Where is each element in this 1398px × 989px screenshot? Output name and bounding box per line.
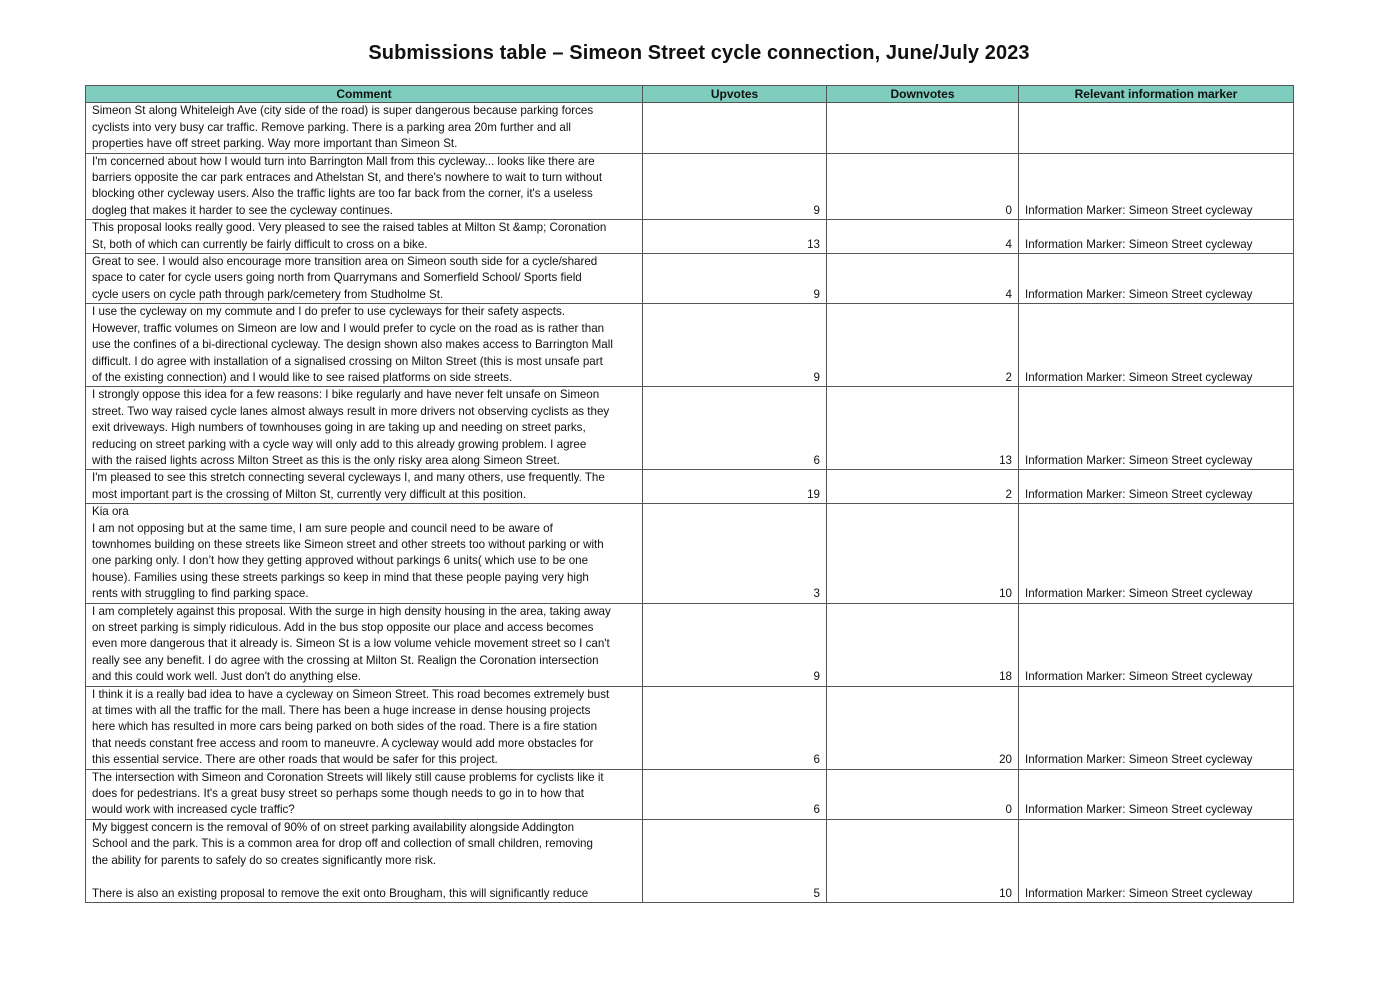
table-row bbox=[86, 220, 1294, 254]
comment-cell: Great to see. I would also encourage more transition area on Simeon south side for a cycle/shared space to cater for cycle users going north from Quarrymans and Somerfield School/ Sports field cycle users on cycle path through park/cemetery from Studholme St. bbox=[86, 254, 643, 304]
comment-cell: I'm pleased to see this stretch connecting several cycleways I, and many others, use frequently. The most important part is the crossing of Milton St, currently very difficult at this position. bbox=[86, 470, 643, 504]
marker-cell: Information Marker: Simeon Street cycleway bbox=[1019, 686, 1294, 769]
table-row bbox=[86, 254, 1294, 304]
page-title: Submissions table – Simeon Street cycle connection, June/July 2023 bbox=[368, 42, 1030, 64]
marker-cell bbox=[1019, 103, 1294, 153]
table-row bbox=[86, 504, 1294, 603]
downvotes-cell: 20 bbox=[827, 686, 1019, 769]
upvotes-cell: 13 bbox=[643, 220, 827, 254]
table-row bbox=[86, 819, 1294, 902]
downvotes-cell: 10 bbox=[827, 819, 1019, 902]
table-row bbox=[86, 470, 1294, 504]
column-header-upvotes: Upvotes bbox=[643, 86, 827, 103]
submissions-table bbox=[85, 85, 1294, 903]
table-header-row bbox=[86, 86, 1294, 103]
table-row bbox=[86, 153, 1294, 220]
comment-cell: The intersection with Simeon and Coronation Streets will likely still cause problems for cyclists like it does for pedestrians. It's a great busy street so perhaps some though needs to go in to how that would work with increased cycle traffic? bbox=[86, 769, 643, 819]
table-row bbox=[86, 686, 1294, 769]
upvotes-cell: 9 bbox=[643, 153, 827, 220]
marker-cell: Information Marker: Simeon Street cycleway bbox=[1019, 254, 1294, 304]
downvotes-cell: 4 bbox=[827, 220, 1019, 254]
table-row bbox=[86, 387, 1294, 470]
marker-cell: Information Marker: Simeon Street cycleway bbox=[1019, 220, 1294, 254]
marker-cell: Information Marker: Simeon Street cycleway bbox=[1019, 153, 1294, 220]
downvotes-cell: 4 bbox=[827, 254, 1019, 304]
downvotes-cell: 10 bbox=[827, 504, 1019, 603]
upvotes-cell: 6 bbox=[643, 769, 827, 819]
upvotes-cell bbox=[643, 103, 827, 153]
column-header-marker: Relevant information marker bbox=[1019, 86, 1294, 103]
comment-cell: Kia ora I am not opposing but at the same time, I am sure people and council need to be aware of townhomes building on these streets like Simeon street and other streets too without parking or with one parking only. I don’t how they getting approved without parkings 6 units( which use to be one house). Families using these streets parkings so keep in mind that these people paying very high rents with struggling to find parking space. bbox=[86, 504, 643, 603]
table-row bbox=[86, 603, 1294, 686]
downvotes-cell: 0 bbox=[827, 153, 1019, 220]
table-row bbox=[86, 103, 1294, 153]
downvotes-cell: 13 bbox=[827, 387, 1019, 470]
comment-cell: My biggest concern is the removal of 90% of on street parking availability alongside Addington School and the park. This is a common area for drop off and collection of small children, removing the ability for parents to safely do so creates significantly more risk. There is also an existing proposal to remove the exit onto Brougham, this will significantly reduce bbox=[86, 819, 643, 902]
upvotes-cell: 9 bbox=[643, 304, 827, 387]
upvotes-cell: 9 bbox=[643, 603, 827, 686]
comment-cell: This proposal looks really good. Very pleased to see the raised tables at Milton St &amp; Coronation St, both of which can currently be fairly difficult to cross on a bike. bbox=[86, 220, 643, 254]
column-header-downvotes: Downvotes bbox=[827, 86, 1019, 103]
upvotes-cell: 3 bbox=[643, 504, 827, 603]
marker-cell: Information Marker: Simeon Street cycleway bbox=[1019, 387, 1294, 470]
upvotes-cell: 9 bbox=[643, 254, 827, 304]
comment-cell: I use the cycleway on my commute and I do prefer to use cycleways for their safety aspects. However, traffic volumes on Simeon are low and I would prefer to cycle on the road as is rather than use the confines of a bi-directional cycleway. The design shown also makes access to Barrington Mall difficult. I do agree with installation of a signalised crossing on Milton Street (this is most unsafe part of the existing connection) and I would like to see raised platforms on side streets. bbox=[86, 304, 643, 387]
marker-cell: Information Marker: Simeon Street cycleway bbox=[1019, 819, 1294, 902]
downvotes-cell: 2 bbox=[827, 470, 1019, 504]
marker-cell: Information Marker: Simeon Street cycleway bbox=[1019, 504, 1294, 603]
comment-cell: I think it is a really bad idea to have a cycleway on Simeon Street. This road becomes extremely bust at times with all the traffic for the mall. There has been a huge increase in dense housing projects here which has resulted in more cars being parked on both sides of the road. There is a fire station that needs constant free access and room to maneuvre. A cycleway would add more obstacles for this essential service. There are other roads that would be safer for this project. bbox=[86, 686, 643, 769]
downvotes-cell: 18 bbox=[827, 603, 1019, 686]
marker-cell: Information Marker: Simeon Street cycleway bbox=[1019, 470, 1294, 504]
upvotes-cell: 19 bbox=[643, 470, 827, 504]
downvotes-cell: 2 bbox=[827, 304, 1019, 387]
comment-cell: I strongly oppose this idea for a few reasons: I bike regularly and have never felt unsafe on Simeon street. Two way raised cycle lanes almost always result in more drivers not observing cyclists as they exit driveways. High numbers of townhouses going in are taking up and needing on street parks, reducing on street parking with a cycle way will only add to this already growing problem. I agree with the raised lights across Milton Street as this is the only risky area along Simeon Street. bbox=[86, 387, 643, 470]
downvotes-cell: 0 bbox=[827, 769, 1019, 819]
comment-cell: Simeon St along Whiteleigh Ave (city side of the road) is super dangerous because parking forces cyclists into very busy car traffic. Remove parking. There is a parking area 20m further and all properties have off street parking. Way more important than Simeon St. bbox=[86, 103, 643, 153]
comment-cell: I'm concerned about how I would turn into Barrington Mall from this cycleway... looks like there are barriers opposite the car park entraces and Athelstan St, and there's nowhere to wait to turn without blocking other cycleway users. Also the traffic lights are too far back from the corner, it's a useless dogleg that makes it harder to see the cycleway continues. bbox=[86, 153, 643, 220]
marker-cell: Information Marker: Simeon Street cycleway bbox=[1019, 769, 1294, 819]
table-row bbox=[86, 769, 1294, 819]
upvotes-cell: 5 bbox=[643, 819, 827, 902]
column-header-comment: Comment bbox=[86, 86, 643, 103]
marker-cell: Information Marker: Simeon Street cycleway bbox=[1019, 603, 1294, 686]
comment-cell: I am completely against this proposal. With the surge in high density housing in the area, taking away on street parking is simply ridiculous. Add in the bus stop opposite our place and access becomes even more dangerous that it already is. Simeon St is a low volume vehicle movement street so I can't really see any benefit. I do agree with the crossing at Milton St. Realign the Coronation intersection and this could work well. Just don't do anything else. bbox=[86, 603, 643, 686]
upvotes-cell: 6 bbox=[643, 387, 827, 470]
table-row bbox=[86, 304, 1294, 387]
marker-cell: Information Marker: Simeon Street cycleway bbox=[1019, 304, 1294, 387]
downvotes-cell bbox=[827, 103, 1019, 153]
upvotes-cell: 6 bbox=[643, 686, 827, 769]
